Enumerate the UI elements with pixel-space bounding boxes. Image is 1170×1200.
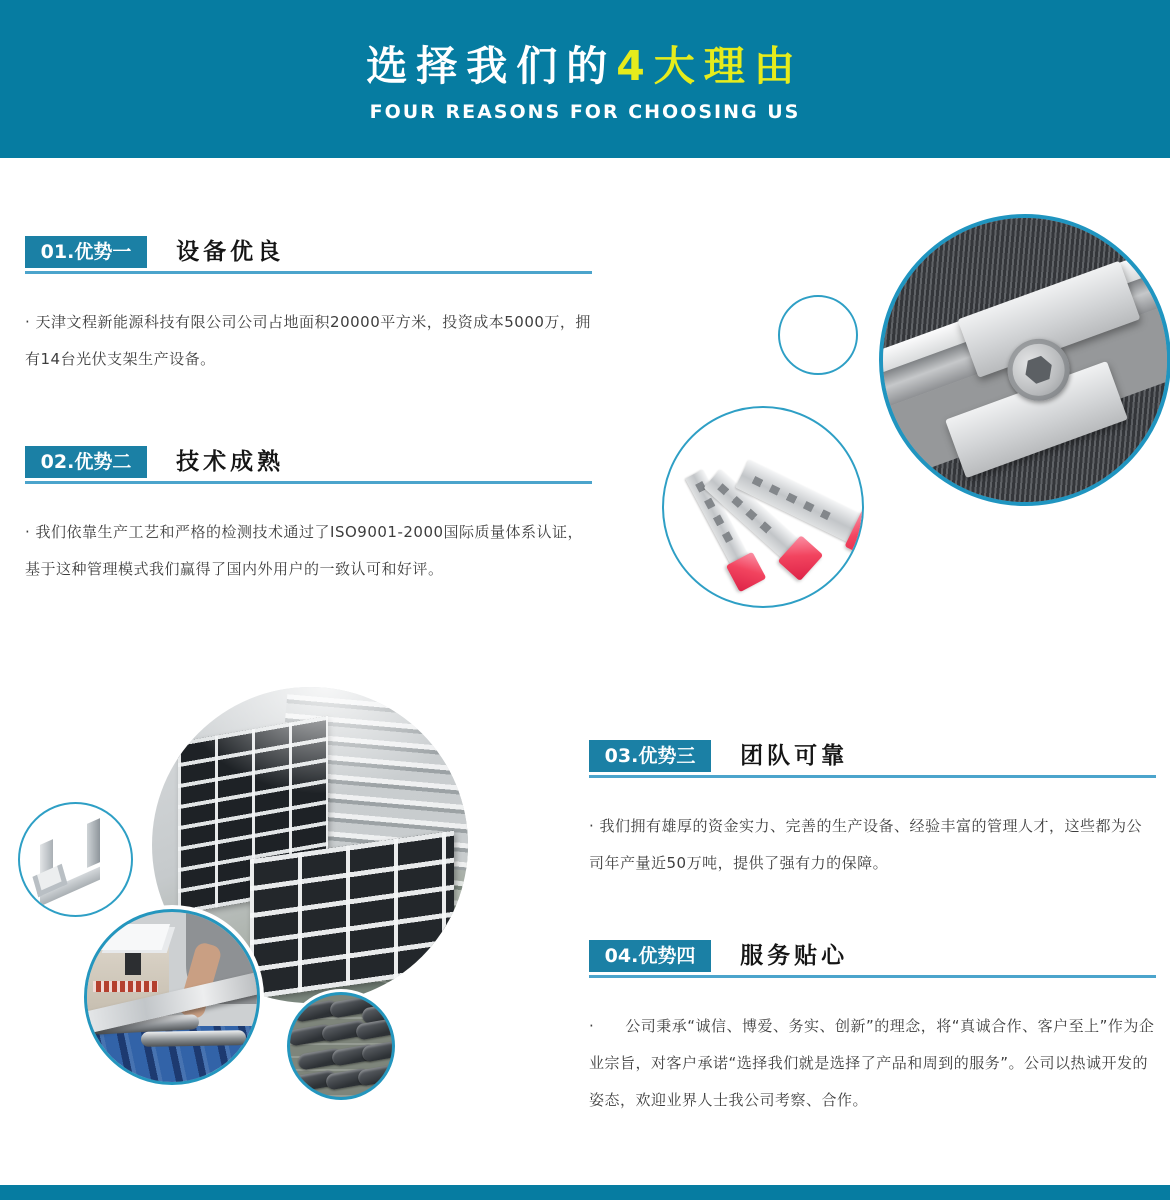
- section-advantage-3: [589, 740, 1156, 882]
- highlight-overlay: [152, 687, 468, 813]
- advantage-3-body: · 我们拥有雄厚的资金实力、完善的生产设备、经验丰富的管理人才，这些都为公司年产量近50万吨，提供了强有力的保障。: [589, 817, 1143, 872]
- header-banner: [0, 0, 1170, 158]
- photo-solar-clamp: [879, 214, 1170, 506]
- advantage-1-title: 设备优良: [176, 239, 285, 265]
- decorative-empty-circle: [778, 295, 858, 375]
- u-channel-far-wall: [87, 818, 100, 868]
- photo-packed-bundles: [287, 992, 395, 1100]
- page-title-accent: 4大理由: [616, 42, 804, 90]
- advantage-1-badge: 01.优势一: [25, 236, 147, 268]
- advantage-2-body: · 我们依靠生产工艺和严格的检测技术通过了ISO9001-2000国际质量体系认证，基于这种管理模式我们赢得了国内外用户的一致认可和好评。: [25, 523, 584, 578]
- advantage-1-body: · 天津文程新能源科技有限公司公司占地面积20000平方米，投资成本5000万，拥有14台光伏支架生产设备。: [25, 313, 591, 368]
- papers-on-machine: [96, 924, 169, 950]
- advantage-4-body: · 公司秉承“诚信、博爱、务实、创新”的理念，将“真诚合作、客户至上”作为企业宗旨，对客户承诺“选择我们就是选择了产品和周到的服务”。公司以热诚开发的姿态，欢迎业界人士我公司考察、合作。: [589, 1017, 1155, 1109]
- solar-clamp-scene: [879, 214, 1170, 506]
- advantage-3-title: 团队可靠: [740, 743, 849, 769]
- section-advantage-4: [589, 940, 1156, 1119]
- photo-red-cap-brackets: [662, 406, 864, 608]
- advantage-2-title: 技术成熟: [176, 449, 285, 475]
- advantage-4-header: [589, 940, 1156, 978]
- machine-label: [93, 981, 157, 992]
- section-advantage-2: [25, 446, 592, 588]
- page-title-main: 选择我们的: [366, 42, 617, 90]
- advantage-1-header: [25, 236, 592, 274]
- bundle: [357, 1063, 395, 1086]
- tube-stack-front: [250, 831, 454, 1000]
- advantage-4-title: 服务贴心: [740, 943, 849, 969]
- footer-bar: [0, 1185, 1170, 1200]
- advantage-3-badge: 03.优势三: [589, 740, 711, 772]
- photo-bending-machine: [84, 909, 260, 1085]
- advantage-4-badge: 04.优势四: [589, 940, 711, 972]
- hex-socket: [1021, 352, 1057, 388]
- machine-slot: [125, 952, 142, 975]
- page-title: [0, 0, 1170, 89]
- advantage-2-header: [25, 446, 592, 484]
- advantage-2-badge: 02.优势二: [25, 446, 147, 478]
- bundle: [361, 1039, 395, 1062]
- page-subtitle: FOUR REASONS FOR CHOOSING US: [369, 101, 801, 124]
- advantage-3-header: [589, 740, 1156, 778]
- section-advantage-1: [25, 236, 592, 378]
- roller-2: [141, 1030, 247, 1047]
- photo-u-channel: [18, 802, 133, 917]
